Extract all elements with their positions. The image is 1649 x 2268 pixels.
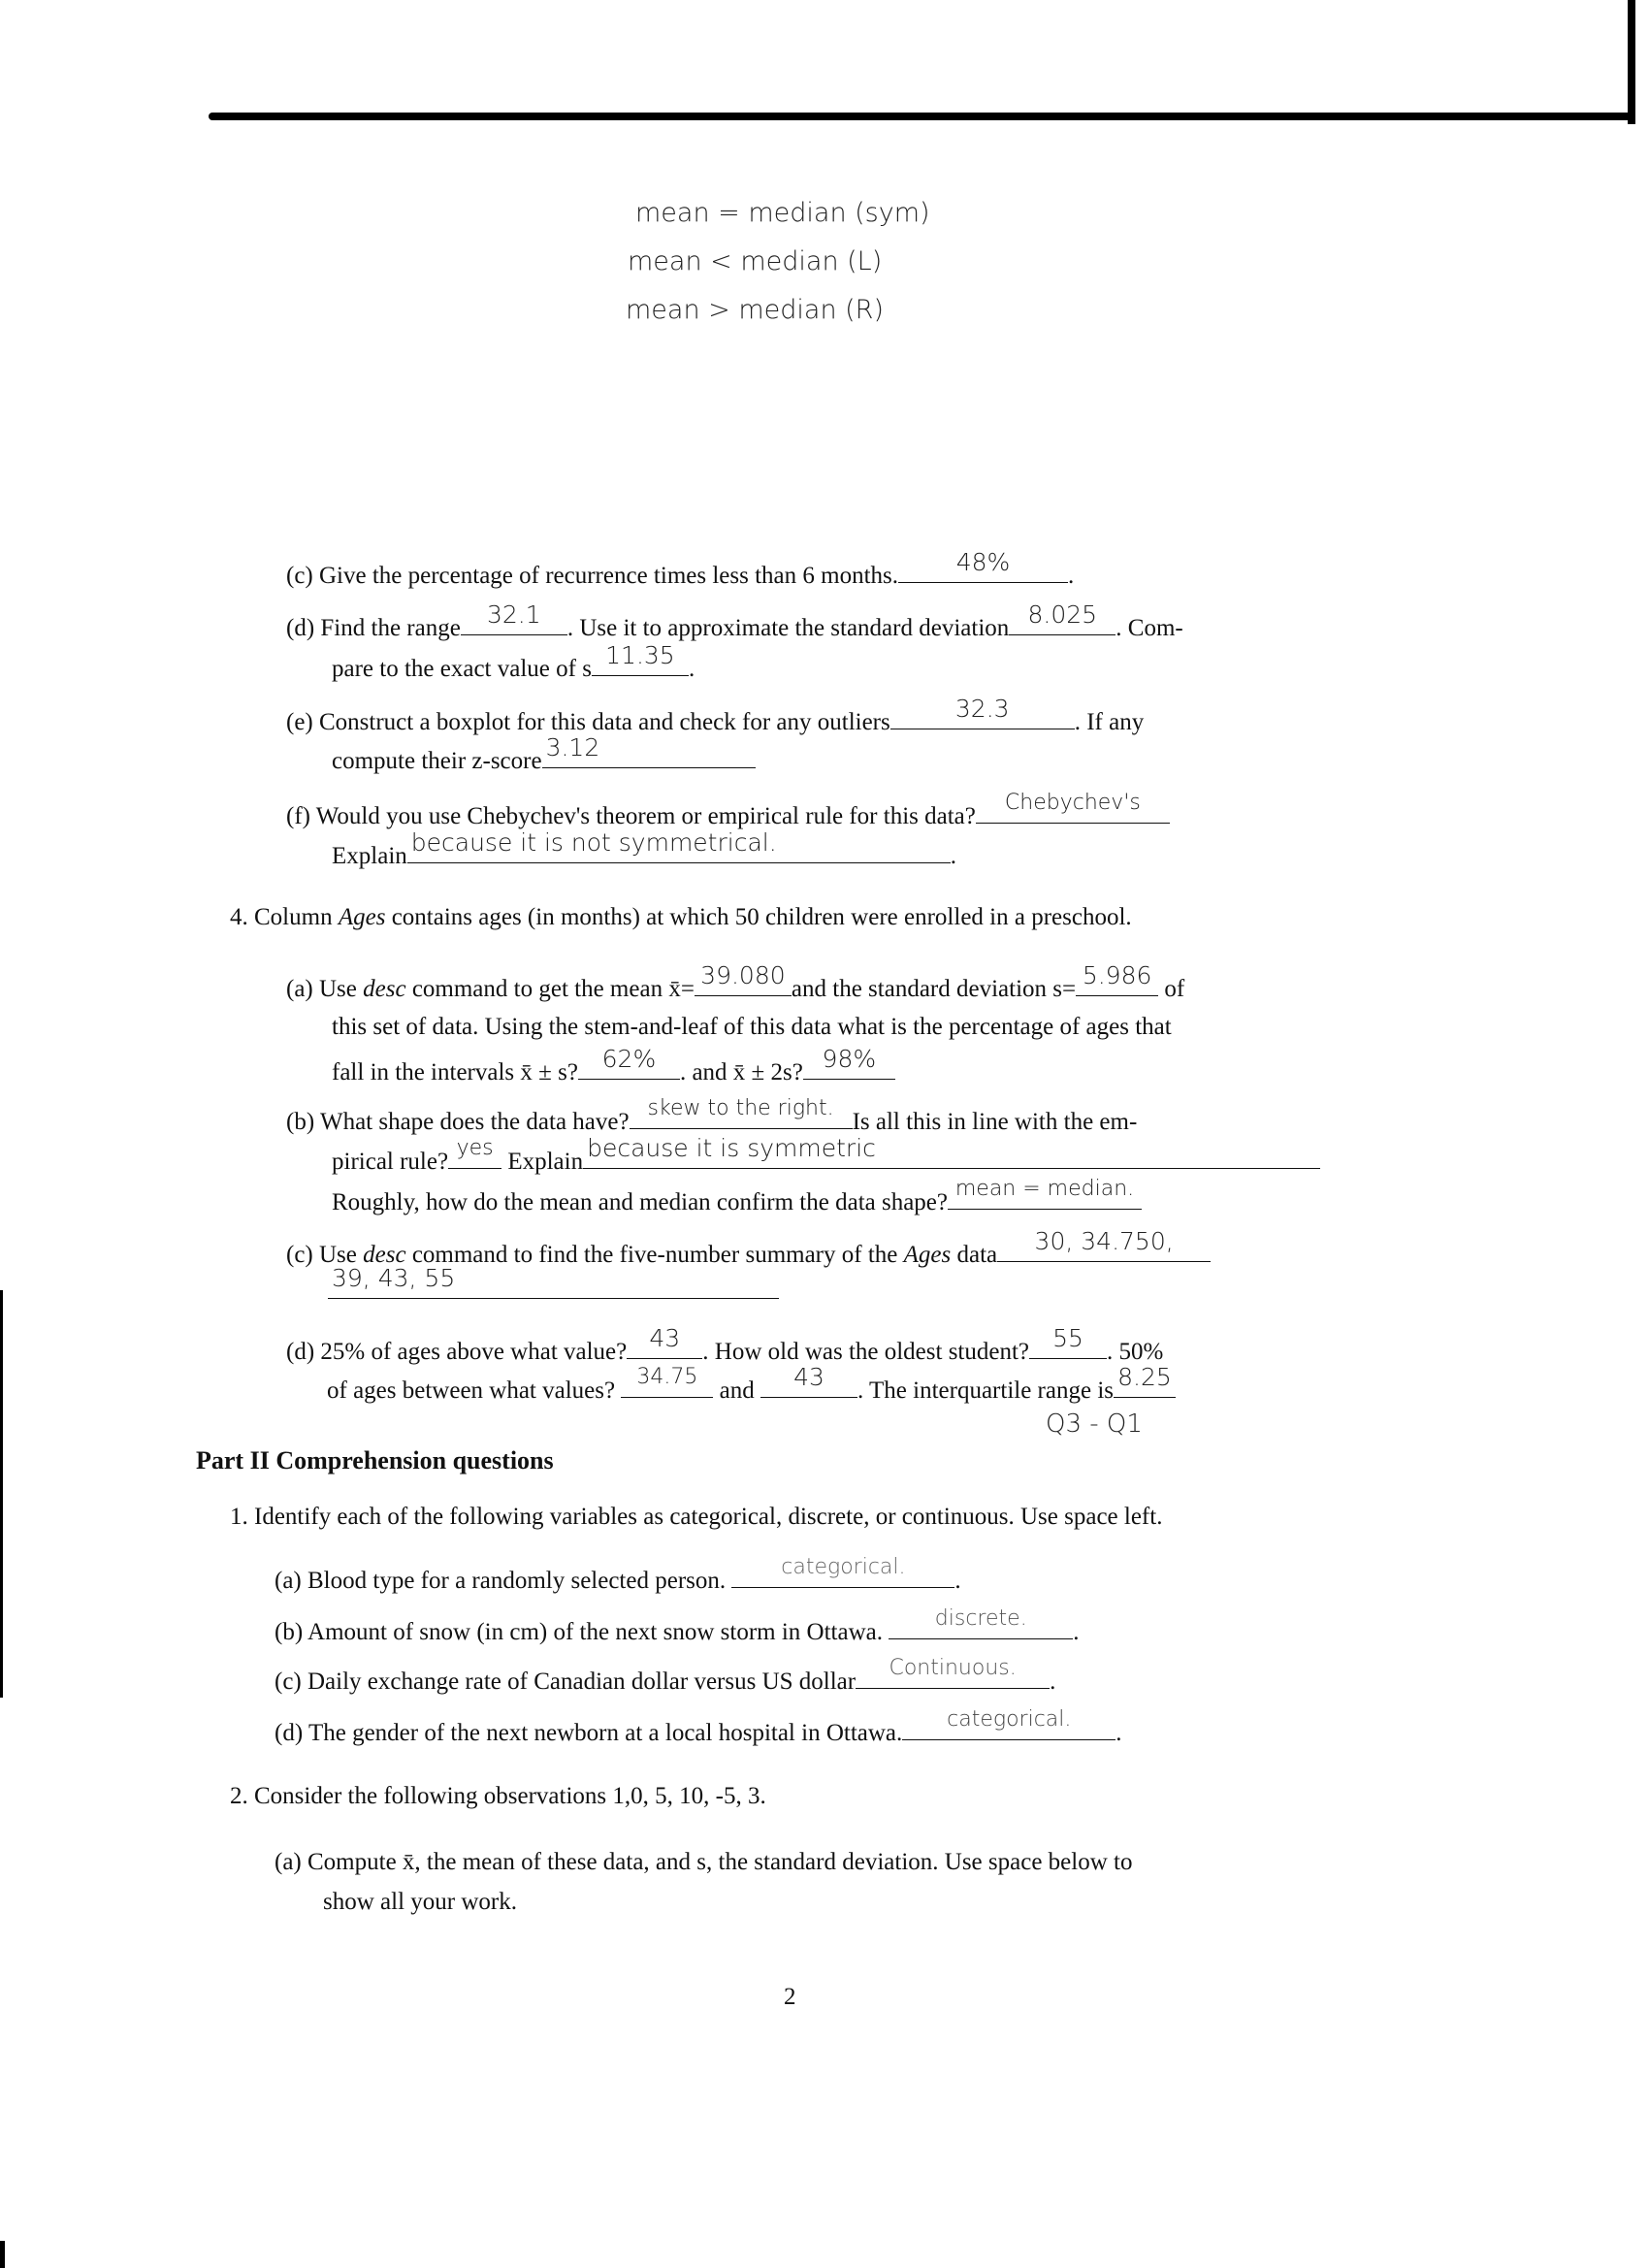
question-text: . The interquartile range is [857,1377,1114,1404]
q4-intro [230,902,1132,933]
scan-edge-right [1628,0,1635,124]
part2-q2 [230,1781,766,1812]
part2-q1 [230,1502,1162,1533]
q4c-line1 [286,1227,1211,1268]
answer-shape: skew to the right. [647,1096,834,1120]
answer-upper-quartile: 43 [793,1363,824,1391]
question-text: Find the range [320,615,461,641]
question-text: Construct a boxplot for this data and check for any outliers [319,709,890,735]
answer-iqr: 8.25 [1117,1363,1172,1391]
answer-lower-quartile: 34.75 [636,1365,698,1389]
iqr-note: Q3 - Q1 [1046,1409,1143,1439]
answer-blank[interactable] [948,1177,1142,1210]
question-text: and x̄ ± 2s? [692,1059,803,1085]
answer-blank[interactable] [695,961,792,996]
scan-edge-corner [0,2241,5,2268]
question-text: Explain [332,843,407,869]
answer-max: 55 [1052,1324,1083,1352]
question-text: Consider the following observations 1,0, 5, 10, -5, 3. [254,1783,766,1809]
q3f-line2: Explain because it is not symmetrical. . [332,828,957,869]
q4a-line3: fall in the intervals x̄ ± s? 62% . and x̄ ± 2s? 98% [332,1052,895,1083]
question-text: What shape does the data have? [319,1109,630,1135]
question-text: Com- [1127,615,1183,641]
answer-approx-sd: 8.025 [1027,600,1098,629]
answer-variable-type: Continuous. [889,1656,1017,1680]
answer-blank[interactable] [583,1134,1320,1169]
question-text: Roughly, how do the mean and median confirm the data shape? [332,1189,948,1215]
q4a-line1 [286,961,1185,1002]
answer-within-1s: 62% [601,1045,657,1073]
page-number: 2 [784,1984,796,2010]
answer-blank[interactable] [760,1363,857,1398]
question-text: Would you use Chebychev's theorem or empirical rule for this data? [315,803,976,829]
question-text: and the standard deviation s= [791,976,1077,1002]
answer-mean: 39.080 [700,961,786,989]
answer-blank[interactable] [627,1324,702,1359]
answer-blank[interactable] [898,548,1068,583]
q3f-line1 [286,791,1170,829]
note-line: mean = median (sym) [635,198,930,228]
item-label: (b) [286,1109,315,1135]
note-line: mean < median (L) [628,246,883,276]
question-text: this set of data. Using the stem-and-leaf of this data what is the percentage of ages that [332,1014,1172,1040]
item-label: (a) [275,1849,302,1875]
item-label: (c) [286,563,313,589]
question-text: and [719,1377,755,1404]
answer-blank[interactable] [407,828,951,863]
answer-blank[interactable] [997,1227,1211,1262]
question-text: Column [254,904,333,930]
part2-q1-item: (c) Daily exchange rate of Canadian dollar versus US dollar Continuous. . [275,1656,1056,1695]
answer-exact-s: 11.35 [605,641,675,669]
question-text: Explain [507,1149,584,1175]
question-text: command to get the mean x̄= [411,976,695,1002]
question-text: pirical rule? [332,1149,449,1175]
section-heading: Part II Comprehension questions [196,1446,554,1474]
answer-blank[interactable] [976,791,1170,824]
answer-blank[interactable] [592,641,689,676]
scan-edge-left [0,1290,3,1698]
question-text: Use it to approximate the standard deviation [579,615,1010,641]
question-text: . If any [1074,709,1145,735]
question-text: of [1164,976,1185,1002]
q4b-line3 [332,1177,1142,1215]
question-text: Daily exchange rate of Canadian dollar versus US dollar [307,1669,857,1695]
part2-q1-item: (d) The gender of the next newborn at a local hospital in Ottawa. categorical. . [275,1707,1122,1746]
item-label: (c) [286,1242,313,1268]
question-text: fall in the intervals x̄ ± s? [332,1059,578,1085]
item-label: (d) [286,1339,315,1365]
question-text: Identify each of the following variables as categorical, discrete, or continuous. Use space left. [254,1504,1163,1530]
answer-blank[interactable] [856,1656,1050,1689]
question-text: data [956,1242,998,1268]
answer-five-number-2: 39, 43, 55 [332,1264,456,1292]
answer-blank[interactable] [902,1707,1116,1740]
answer-outliers: 32.3 [954,695,1010,723]
item-label: (a) [286,976,313,1002]
item-label: (b) [275,1619,304,1645]
item-label: (a) [275,1568,302,1594]
question-text: Give the percentage of recurrence times less than 6 months. [319,563,898,589]
q3e-line1 [286,695,1145,735]
part2-q1-item: (a) Blood type for a randomly selected person. categorical. . [275,1555,961,1594]
answer-blank[interactable] [889,1606,1073,1639]
answer-blank[interactable] [542,733,756,768]
item-label: (d) [286,615,315,641]
answer-yes: yes [456,1136,494,1160]
handwritten-notes [626,189,930,335]
answer-blank[interactable] [731,1555,954,1588]
q3d-line2: pare to the exact value of s 11.35 . [332,641,695,682]
q3d-line1: (d) Find the range 32.1 . Use it to approximate the standard deviation 8.025 . Com- [286,600,1183,641]
note-line: mean > median (R) [626,295,884,325]
question-text: Use [319,1242,357,1268]
question-text: . 50% [1107,1339,1164,1365]
answer-blank[interactable] [1009,600,1116,635]
answer-range: 32.1 [486,600,541,629]
question-text: Blood type for a randomly selected person. [307,1568,727,1594]
question-number: 2. [230,1783,248,1809]
q3e-line2 [332,733,756,774]
item-label: (e) [286,709,313,735]
answer-variable-type: categorical. [947,1707,1072,1732]
answer-sd: 5.986 [1082,961,1152,989]
answer-blank[interactable] [461,600,567,635]
question-text: 25% of ages above what value? [320,1339,628,1365]
answer-blank[interactable] [1029,1324,1107,1359]
answer-blank[interactable] [803,1045,895,1080]
answer-blank[interactable] [1076,961,1158,996]
item-label: (d) [275,1720,304,1746]
question-text: Is all this in line with the em- [852,1109,1138,1135]
answer-explain: because it is symmetric [587,1134,876,1162]
part2-q2a-line1 [275,1847,1132,1878]
question-text: of ages between what values? [327,1377,616,1404]
q4b-line2 [332,1134,1320,1175]
answer-variable-type: discrete. [934,1606,1027,1631]
answer-blank[interactable] [448,1136,501,1169]
question-text: Use [319,976,357,1002]
q4b-line1 [286,1096,1138,1135]
q4d-line2 [327,1363,1176,1404]
answer-blank[interactable] [630,1096,853,1129]
question-text: The gender of the next newborn at a local hospital in Ottawa. [307,1720,903,1746]
item-label: (c) [275,1669,302,1695]
answer-variable-type: categorical. [781,1555,906,1579]
question-text: compute their z-score [332,748,542,774]
command-name: desc [363,976,406,1002]
answer-blank[interactable] [621,1365,713,1398]
q4a-line2 [332,1012,1172,1043]
question-number: 1. [230,1504,248,1530]
answer-blank[interactable] [890,695,1075,729]
question-text: . How old was the oldest student? [702,1339,1030,1365]
command-name: desc [363,1242,406,1268]
variable-name: Ages [903,1242,952,1268]
answer-rule: Chebychev's [1004,791,1141,815]
part2-q2a-line2 [323,1887,517,1918]
answer-mean-median: mean = median. [954,1177,1135,1201]
answer-blank[interactable] [328,1264,779,1299]
header-rule [209,113,1634,120]
answer-z-score: 3.12 [545,733,600,761]
answer-within-2s: 98% [822,1045,877,1073]
question-text: contains ages (in months) at which 50 children were enrolled in a preschool. [391,904,1132,930]
variable-name: Ages [338,904,386,930]
question-number: 4. [230,904,248,930]
q4c-line2 [328,1264,779,1302]
answer-blank[interactable] [1114,1363,1176,1398]
item-label: (f) [286,803,310,829]
question-text: command to find the five-number summary of the [411,1242,898,1268]
part2-q1-item: (b) Amount of snow (in cm) of the next snow storm in Ottawa. discrete. . [275,1606,1080,1645]
q3c: (c) Give the percentage of recurrence times less than 6 months. 48% . [286,548,1075,589]
answer-five-number-1: 30, 34.750, [1034,1227,1174,1255]
answer-q3: 43 [649,1324,681,1352]
q4d-line1 [286,1324,1164,1365]
answer-blank[interactable] [578,1045,680,1080]
question-text: Compute x̄, the mean of these data, and s, the standard deviation. Use space below to [307,1849,1133,1875]
answer-explain: because it is not symmetrical. [410,828,777,857]
answer-percentage: 48% [955,548,1011,576]
question-text: show all your work. [323,1889,517,1915]
question-text: Amount of snow (in cm) of the next snow storm in Ottawa. [307,1619,883,1645]
question-text: pare to the exact value of s [332,656,592,682]
